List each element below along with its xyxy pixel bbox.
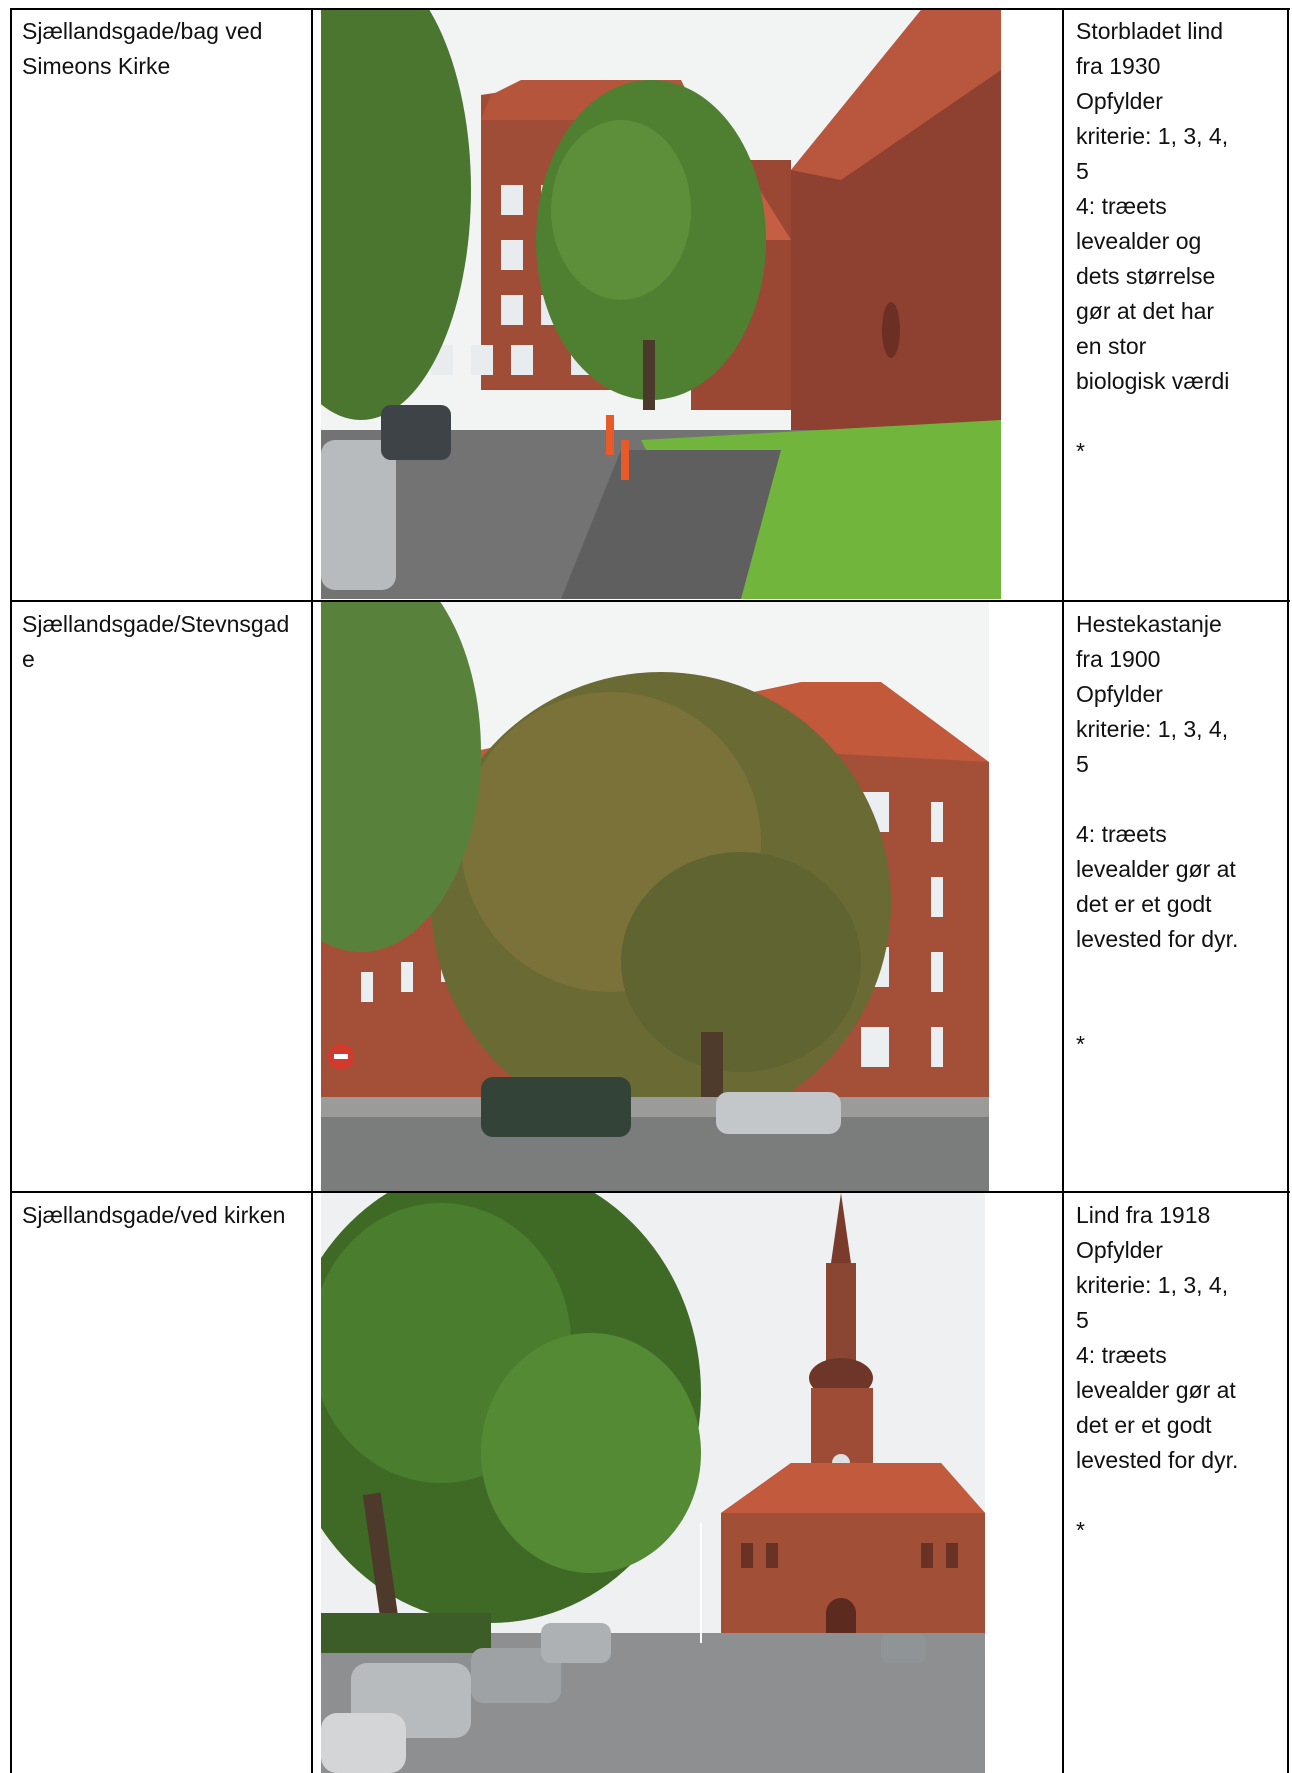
table-border-right (1287, 8, 1289, 1773)
description-text: Storbladet lind fra 1930 Opfylder kriterie: 1, 3, 4, 5 4: træets levealder og dets størrelse gør at det har en stor biologisk værdi * (1076, 18, 1230, 464)
location-text: Sjællandsgade/ved kirken (22, 1202, 286, 1228)
table-border-top (10, 8, 1290, 10)
tree-table (10, 8, 1290, 1773)
row-divider (10, 600, 1290, 602)
photo-cell (311, 1192, 1062, 1773)
description-cell (1062, 601, 1290, 1192)
location-cell (10, 601, 311, 1192)
church-linden-image (321, 1193, 985, 1773)
tree-photo (321, 10, 1001, 599)
location-text: Sjællandsgade/bag ved Simeons Kirke (22, 18, 269, 79)
description-text: Hestekastanje fra 1900 Opfylder kriterie: 1, 3, 4, 5 4: træets levealder gør at det er et godt levested for dyr. * (1076, 611, 1239, 1057)
location-text: Sjællandsgade/Stevnsgade (22, 611, 290, 672)
description-text: Lind fra 1918 Opfylder kriterie: 1, 3, 4, 5 4: træets levealder gør at det er et godt levested for dyr. * (1076, 1202, 1239, 1543)
tree-photo (321, 1193, 985, 1773)
photo-cell (311, 601, 1062, 1192)
location-cell (10, 8, 311, 601)
table-row (10, 1192, 1290, 1773)
table-border-left (10, 8, 12, 1773)
description-cell (1062, 8, 1290, 601)
row-divider (10, 1191, 1290, 1193)
table-divider (1062, 8, 1064, 1773)
horse-chestnut-image (321, 602, 989, 1191)
photo-cell (311, 8, 1062, 601)
table-row (10, 601, 1290, 1192)
location-cell (10, 1192, 311, 1773)
tree-photo (321, 602, 989, 1191)
table-row (10, 8, 1290, 601)
description-cell (1062, 1192, 1290, 1773)
courtyard-linden-image (321, 10, 1001, 599)
table-divider (311, 8, 313, 1773)
